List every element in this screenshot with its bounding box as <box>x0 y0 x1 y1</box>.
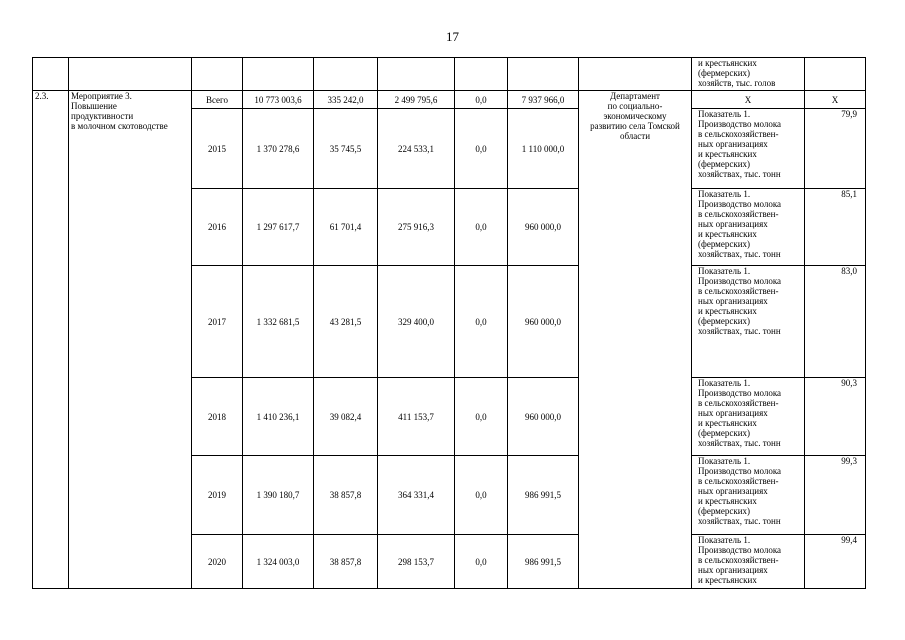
activity-number: 2.3. <box>33 91 69 589</box>
local-cell: 0,0 <box>455 378 508 456</box>
year-cell: Всего <box>192 91 243 109</box>
indicator-value: 99,3 <box>805 456 866 535</box>
activity-name: Мероприятие 3. Повышение продуктивности в молочном скотоводстве <box>69 91 192 589</box>
total-cell: 1 410 236,1 <box>243 378 314 456</box>
year-cell: 2016 <box>192 189 243 266</box>
indicator-value: X <box>805 91 866 109</box>
indicator-cell: Показатель 1. Производство молока в сельскохозяйствен- ных организациях и крестьянских (фермерских) хозяйствах, тыс. тонн <box>692 266 805 378</box>
local-cell: 0,0 <box>455 189 508 266</box>
total-cell: 1 370 278,6 <box>243 109 314 189</box>
federal-cell: 35 745,5 <box>314 109 378 189</box>
local-cell: 0,0 <box>455 535 508 589</box>
indicator-cell: Показатель 1. Производство молока в сельскохозяйствен- ных организациях и крестьянских (фермерских) хозяйствах, тыс. тонн <box>692 109 805 189</box>
indicator-value: 85,1 <box>805 189 866 266</box>
indicator-cell: X <box>692 91 805 109</box>
indicator-cell: и крестьянских (фермерских) хозяйств, тыс. голов <box>692 58 805 91</box>
local-cell: 0,0 <box>455 91 508 109</box>
extra-budget-cell: 986 991,5 <box>508 456 579 535</box>
total-cell: 1 297 617,7 <box>243 189 314 266</box>
extra-budget-cell: 960 000,0 <box>508 378 579 456</box>
year-cell: 2019 <box>192 456 243 535</box>
extra-budget-cell: 960 000,0 <box>508 189 579 266</box>
extra-budget-cell: 986 991,5 <box>508 535 579 589</box>
federal-cell: 43 281,5 <box>314 266 378 378</box>
federal-cell: 38 857,8 <box>314 456 378 535</box>
indicator-cell: Показатель 1. Производство молока в сельскохозяйствен- ных организациях и крестьянских (фермерских) хозяйствах, тыс. тонн <box>692 456 805 535</box>
total-cell: 1 390 180,7 <box>243 456 314 535</box>
indicator-cell: Показатель 1. Производство молока в сельскохозяйствен- ных организациях и крестьянских (фермерских) хозяйствах, тыс. тонн <box>692 378 805 456</box>
year-cell: 2017 <box>192 266 243 378</box>
local-cell: 0,0 <box>455 456 508 535</box>
indicator-value: 99,4 <box>805 535 866 589</box>
total-cell: 1 332 681,5 <box>243 266 314 378</box>
indicator-value: 90,3 <box>805 378 866 456</box>
indicator-cell: Показатель 1. Производство молока в сельскохозяйствен- ных организациях и крестьянских <box>692 535 805 589</box>
federal-cell: 39 082,4 <box>314 378 378 456</box>
year-cell: 2020 <box>192 535 243 589</box>
federal-cell: 38 857,8 <box>314 535 378 589</box>
regional-cell: 329 400,0 <box>378 266 455 378</box>
federal-cell: 335 242,0 <box>314 91 378 109</box>
regional-cell: 275 916,3 <box>378 189 455 266</box>
extra-budget-cell: 960 000,0 <box>508 266 579 378</box>
carry-over-row <box>33 58 866 91</box>
budget-table <box>32 57 866 589</box>
regional-cell: 298 153,7 <box>378 535 455 589</box>
extra-budget-cell: 7 937 966,0 <box>508 91 579 109</box>
total-cell: 10 773 003,6 <box>243 91 314 109</box>
indicator-value: 83,0 <box>805 266 866 378</box>
regional-cell: 411 153,7 <box>378 378 455 456</box>
page-number: 17 <box>446 29 459 44</box>
regional-cell: 224 533,1 <box>378 109 455 189</box>
department-cell: Департамент по социально- экономическому развитию села Томской области <box>579 91 692 589</box>
federal-cell: 61 701,4 <box>314 189 378 266</box>
local-cell: 0,0 <box>455 109 508 189</box>
year-cell: 2015 <box>192 109 243 189</box>
table-row <box>33 91 866 109</box>
total-cell: 1 324 003,0 <box>243 535 314 589</box>
indicator-value: 79,9 <box>805 109 866 189</box>
indicator-cell: Показатель 1. Производство молока в сельскохозяйствен- ных организациях и крестьянских (фермерских) хозяйствах, тыс. тонн <box>692 189 805 266</box>
regional-cell: 364 331,4 <box>378 456 455 535</box>
extra-budget-cell: 1 110 000,0 <box>508 109 579 189</box>
regional-cell: 2 499 795,6 <box>378 91 455 109</box>
year-cell: 2018 <box>192 378 243 456</box>
local-cell: 0,0 <box>455 266 508 378</box>
